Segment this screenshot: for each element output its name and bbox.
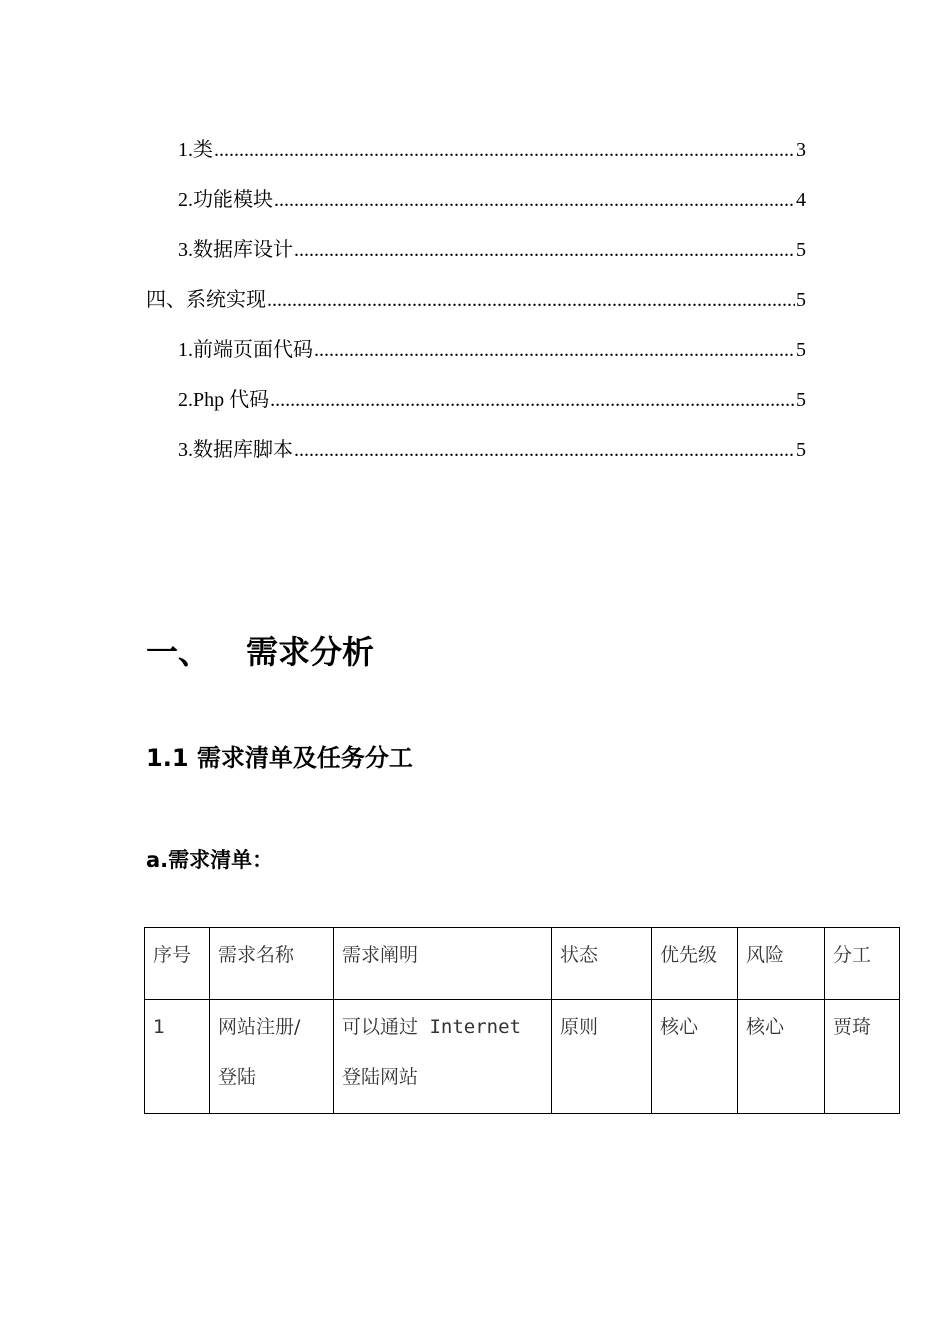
toc-entry-page: 5 bbox=[796, 339, 806, 361]
toc-entry-number: 3. bbox=[178, 239, 193, 261]
toc-entry-number: 1. bbox=[178, 139, 193, 161]
section-heading-1 bbox=[146, 630, 374, 674]
toc-entry-title: 系统实现 bbox=[186, 289, 266, 311]
toc-dot-leader bbox=[294, 430, 795, 470]
cell-description bbox=[334, 1000, 552, 1114]
toc-entry-title: 数据库设计 bbox=[193, 239, 293, 261]
cell-name-line: 网站注册/ bbox=[218, 1016, 301, 1038]
toc-entry[interactable] bbox=[178, 130, 806, 170]
toc-entry-page: 5 bbox=[796, 289, 806, 311]
toc-entry[interactable] bbox=[178, 230, 806, 270]
sub-subsection-heading: a.需求清单： bbox=[146, 848, 274, 872]
toc-entry[interactable] bbox=[178, 380, 806, 420]
toc-entry[interactable] bbox=[146, 280, 806, 320]
column-header-priority: 优先级 bbox=[652, 928, 738, 1000]
toc-entry-number: 3. bbox=[178, 439, 193, 461]
toc-entry[interactable] bbox=[178, 180, 806, 220]
table-header-row bbox=[145, 928, 900, 1000]
toc-entry-title: 功能模块 bbox=[193, 189, 273, 211]
column-header-description: 需求阐明 bbox=[334, 928, 552, 1000]
cell-name bbox=[210, 1000, 334, 1114]
toc-entry-page: 3 bbox=[796, 139, 806, 161]
cell-priority: 核心 bbox=[652, 1000, 738, 1114]
toc-dot-leader bbox=[270, 380, 795, 420]
cell-no: 1 bbox=[145, 1000, 210, 1114]
toc-entry-title: 前端页面代码 bbox=[193, 339, 313, 361]
column-header-status: 状态 bbox=[552, 928, 652, 1000]
column-header-name: 需求名称 bbox=[210, 928, 334, 1000]
requirements-table bbox=[144, 927, 900, 1114]
column-header-no: 序号 bbox=[145, 928, 210, 1000]
toc-dot-leader bbox=[314, 330, 795, 370]
cell-description-line: 可以通过 Internet bbox=[342, 1016, 521, 1038]
cell-status: 原则 bbox=[552, 1000, 652, 1114]
column-header-risk: 风险 bbox=[738, 928, 825, 1000]
table-row bbox=[145, 1000, 900, 1114]
toc-entry[interactable] bbox=[178, 330, 806, 370]
toc-entry-number: 四、 bbox=[146, 289, 186, 311]
toc-entry-page: 4 bbox=[796, 189, 806, 211]
toc-dot-leader bbox=[294, 230, 795, 270]
cell-description-line: 登陆网站 bbox=[342, 1066, 419, 1088]
toc-entry-page: 5 bbox=[796, 389, 806, 411]
toc-entry-title: Php 代码 bbox=[193, 389, 270, 411]
toc-dot-leader bbox=[274, 180, 795, 220]
cell-risk: 核心 bbox=[738, 1000, 825, 1114]
column-header-assignee: 分工 bbox=[825, 928, 900, 1000]
toc-entry-number: 2. bbox=[178, 189, 193, 211]
section-heading-number: 一、 bbox=[146, 633, 211, 671]
toc-entry-title: 数据库脚本 bbox=[193, 439, 293, 461]
section-heading-title: 需求分析 bbox=[246, 633, 375, 671]
toc-entry[interactable] bbox=[178, 430, 806, 470]
toc-dot-leader bbox=[267, 280, 795, 320]
toc-entry-number: 1. bbox=[178, 339, 193, 361]
toc-entry-page: 5 bbox=[796, 439, 806, 461]
toc-entry-title: 类 bbox=[193, 139, 213, 161]
cell-assignee: 贾琦 bbox=[825, 1000, 900, 1114]
cell-name-line: 登陆 bbox=[218, 1066, 257, 1088]
toc-entry-number: 2. bbox=[178, 389, 193, 411]
toc-entry-page: 5 bbox=[796, 239, 806, 261]
subsection-heading: 1.1 需求清单及任务分工 bbox=[146, 744, 413, 772]
toc-dot-leader bbox=[214, 130, 795, 170]
